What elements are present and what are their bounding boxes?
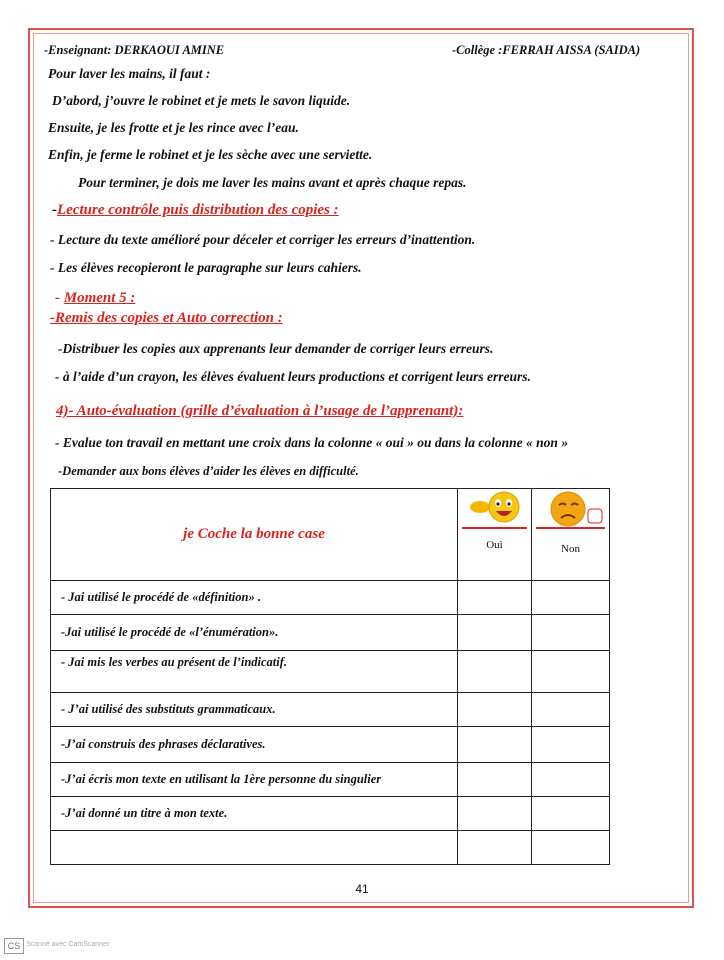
criterion-text: -J’ai écris mon texte en utilisant la 1ère personne du singulier xyxy=(51,763,458,797)
criterion-text xyxy=(51,831,458,865)
table-row xyxy=(51,831,610,865)
oui-checkbox-cell[interactable] xyxy=(458,797,532,831)
section3-title: 4)- Auto-évaluation (grille d’évaluation à l’usage de l’apprenant): xyxy=(56,403,464,419)
paragraph-line: Enfin, je ferme le robinet et je les sèche avec une serviette. xyxy=(48,147,373,162)
table-row xyxy=(51,763,610,797)
paragraph-line: Ensuite, je les frotte et je les rince avec l’eau. xyxy=(48,120,299,135)
non-red-line xyxy=(536,527,605,529)
oui-checkbox-cell[interactable] xyxy=(458,763,532,797)
oui-checkbox-cell[interactable] xyxy=(458,615,532,651)
table-row xyxy=(51,693,610,727)
non-checkbox-cell[interactable] xyxy=(531,651,609,693)
oui-label: Oui xyxy=(486,539,503,551)
section2-title: -Remis des copies et Auto correction : xyxy=(50,310,283,326)
paragraph-line: D’abord, j’ouvre le robinet et je mets le savon liquide. xyxy=(52,93,351,108)
section3-item: - Evalue ton travail en mettant une croix dans la colonne « oui » ou dans la colonne « non » xyxy=(55,435,569,450)
non-checkbox-cell[interactable] xyxy=(531,581,609,615)
section2-item: -Distribuer les copies aux apprenants leur demander de corriger leurs erreurs. xyxy=(58,341,494,356)
section1-title: Lecture contrôle puis distribution des copies : xyxy=(57,202,339,218)
non-checkbox-cell[interactable] xyxy=(531,797,609,831)
section1-prefix: - xyxy=(52,202,57,218)
evaluation-grid xyxy=(50,488,610,865)
table-row xyxy=(51,651,610,693)
paragraph-line: Pour terminer, je dois me laver les mains avant et après chaque repas. xyxy=(78,175,467,190)
sad-smiley-icon xyxy=(532,489,609,527)
moment-prefix: - xyxy=(55,290,64,306)
section1-item: - Les élèves recopieront le paragraphe sur leurs cahiers. xyxy=(50,260,362,275)
criterion-text: - Jai mis les verbes au présent de l’indicatif. xyxy=(51,651,458,693)
non-label: Non xyxy=(561,543,580,555)
criterion-text: - J’ai utilisé des substituts grammaticaux. xyxy=(51,693,458,727)
oui-checkbox-cell[interactable] xyxy=(458,727,532,763)
oui-checkbox-cell[interactable] xyxy=(458,831,532,865)
paragraph-line: Pour laver les mains, il faut : xyxy=(48,66,211,81)
non-checkbox-cell[interactable] xyxy=(531,693,609,727)
criterion-text: -Jai utilisé le procédé de «l’énumération». xyxy=(51,615,458,651)
oui-red-line xyxy=(462,527,527,529)
criterion-text: -J’ai donné un titre à mon texte. xyxy=(51,797,458,831)
section3-item: -Demander aux bons élèves d’aider les élèves en difficulté. xyxy=(58,464,359,478)
table-row xyxy=(51,727,610,763)
oui-column-header xyxy=(458,489,532,581)
non-checkbox-cell[interactable] xyxy=(531,615,609,651)
section2-item: - à l’aide d’un crayon, les élèves évaluent leurs productions et corrigent leurs erreurs. xyxy=(55,369,531,384)
non-checkbox-cell[interactable] xyxy=(531,831,609,865)
criterion-text: - Jai utilisé le procédé de «définition» . xyxy=(51,581,458,615)
grid-header-title: je Coche la bonne case xyxy=(51,489,458,581)
moment-heading xyxy=(55,290,135,307)
section1-item: - Lecture du texte amélioré pour déceler et corriger les erreurs d’inattention. xyxy=(50,232,476,247)
table-row xyxy=(51,797,610,831)
camscanner-logo: CS xyxy=(4,938,24,954)
section1-heading xyxy=(52,202,339,219)
criterion-text: -J’ai construis des phrases déclaratives. xyxy=(51,727,458,763)
oui-checkbox-cell[interactable] xyxy=(458,581,532,615)
school-name: -Collège :FERRAH AISSA (SAIDA) xyxy=(452,43,641,57)
oui-checkbox-cell[interactable] xyxy=(458,693,532,727)
moment-title: Moment 5 : xyxy=(63,290,136,306)
oui-checkbox-cell[interactable] xyxy=(458,651,532,693)
table-row xyxy=(51,581,610,615)
grid-header-row xyxy=(51,489,610,581)
happy-smiley-icon xyxy=(458,489,531,527)
camscanner-watermark: Scanné avec CamScanner xyxy=(26,941,110,948)
page-number: 41 xyxy=(355,882,369,896)
teacher-name: -Enseignant: DERKAOUI AMINE xyxy=(44,43,225,57)
non-checkbox-cell[interactable] xyxy=(531,763,609,797)
table-row xyxy=(51,615,610,651)
non-checkbox-cell[interactable] xyxy=(531,727,609,763)
non-column-header xyxy=(531,489,609,581)
